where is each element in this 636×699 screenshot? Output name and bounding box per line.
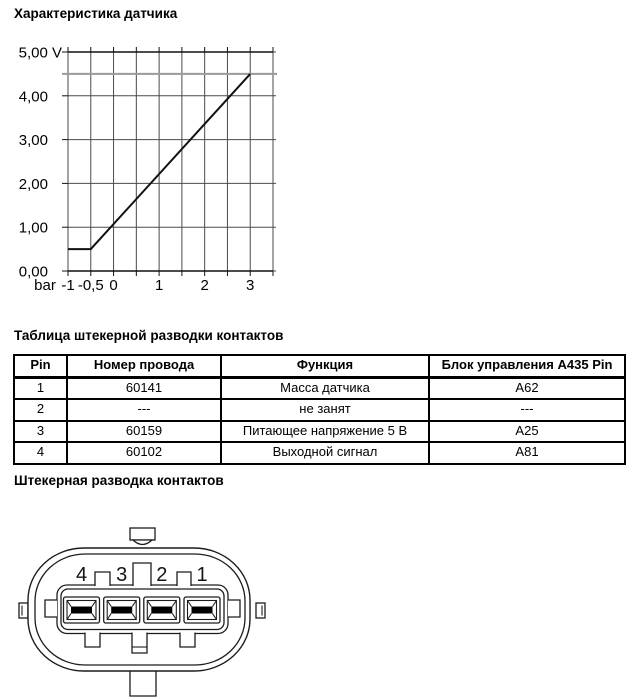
pin-assignment-table <box>13 354 626 465</box>
housing-bottom-notch-left <box>85 633 100 648</box>
pin-contact-slot <box>111 607 132 614</box>
column-header: Функция <box>221 355 429 377</box>
table-row <box>14 421 625 443</box>
table-row <box>14 377 625 399</box>
connector-right-latch <box>256 603 265 618</box>
y-tick-label: 3,00 <box>18 132 48 150</box>
column-header: Pin <box>14 355 67 377</box>
y-tick-label: 4,00 <box>18 88 48 106</box>
x-axis-unit-label: bar <box>34 277 56 294</box>
housing-bottom-notch-center <box>132 633 147 654</box>
connector-bottom-tab <box>130 671 156 696</box>
table-cell: Выходной сигнал <box>221 442 429 464</box>
connector-top-tab <box>130 528 155 545</box>
table-cell: 4 <box>14 442 67 464</box>
table-cell: 3 <box>14 421 67 443</box>
table-cell: A62 <box>429 377 625 399</box>
y-tick-label: 2,00 <box>18 175 48 193</box>
table-cell: Масса датчика <box>221 377 429 399</box>
table-cell: 2 <box>14 399 67 421</box>
chart-section-title: Характеристика датчика <box>14 6 178 21</box>
housing-bottom-notch-right <box>180 633 195 648</box>
pin-cavity <box>184 597 220 623</box>
pin-cavity <box>104 597 140 623</box>
table-cell: 1 <box>14 377 67 399</box>
table-cell: Питающее напряжение 5 В <box>221 421 429 443</box>
pin-contact-slot <box>151 607 172 614</box>
x-tick-label: 0 <box>109 277 118 294</box>
pin-contact-slot <box>192 607 213 614</box>
pin-number-1: 1 <box>196 564 208 586</box>
table-cell: 60159 <box>67 421 221 443</box>
table-cell: --- <box>67 399 221 421</box>
table-cell: A25 <box>429 421 625 443</box>
table-section-title: Таблица штекерной разводки контактов <box>14 328 284 343</box>
pin-contact-slot <box>71 607 92 614</box>
housing-right-key <box>228 600 240 617</box>
x-tick-label: 2 <box>200 277 209 294</box>
table-cell: 60102 <box>67 442 221 464</box>
x-tick-label: -0,5 <box>77 277 104 294</box>
table-cell: A81 <box>429 442 625 464</box>
x-tick-label: -1 <box>61 277 75 294</box>
sensor-characteristic-chart <box>2 38 312 300</box>
pin-number-3: 3 <box>116 564 128 586</box>
housing-top-notch-center <box>133 563 151 586</box>
housing-top-notch-right <box>177 572 191 586</box>
table-row <box>14 442 625 464</box>
column-header: Номер провода <box>67 355 221 377</box>
column-header: Блок управления A435 Pin <box>429 355 625 377</box>
y-tick-label: 5,00 V <box>18 44 62 62</box>
connector-left-latch <box>19 603 28 618</box>
connector-section-title: Штекерная разводка контактов <box>14 473 224 488</box>
housing-top-notch-left <box>95 572 110 586</box>
pin-cavity <box>144 597 180 623</box>
x-tick-label: 1 <box>154 277 164 294</box>
pin-number-4: 4 <box>75 564 88 586</box>
y-tick-label: 1,00 <box>18 219 48 237</box>
table-header-row <box>14 355 625 377</box>
table-cell: 60141 <box>67 377 221 399</box>
y-tick-label: 0,00 <box>18 263 48 281</box>
pin-cavity <box>64 597 100 623</box>
x-tick-label: 3 <box>246 277 255 294</box>
housing-left-key <box>45 600 57 617</box>
table-row <box>14 399 625 421</box>
table-cell: --- <box>429 399 625 421</box>
table-cell: не занят <box>221 399 429 421</box>
connector-diagram <box>16 525 268 699</box>
pin-number-2: 2 <box>156 564 168 586</box>
